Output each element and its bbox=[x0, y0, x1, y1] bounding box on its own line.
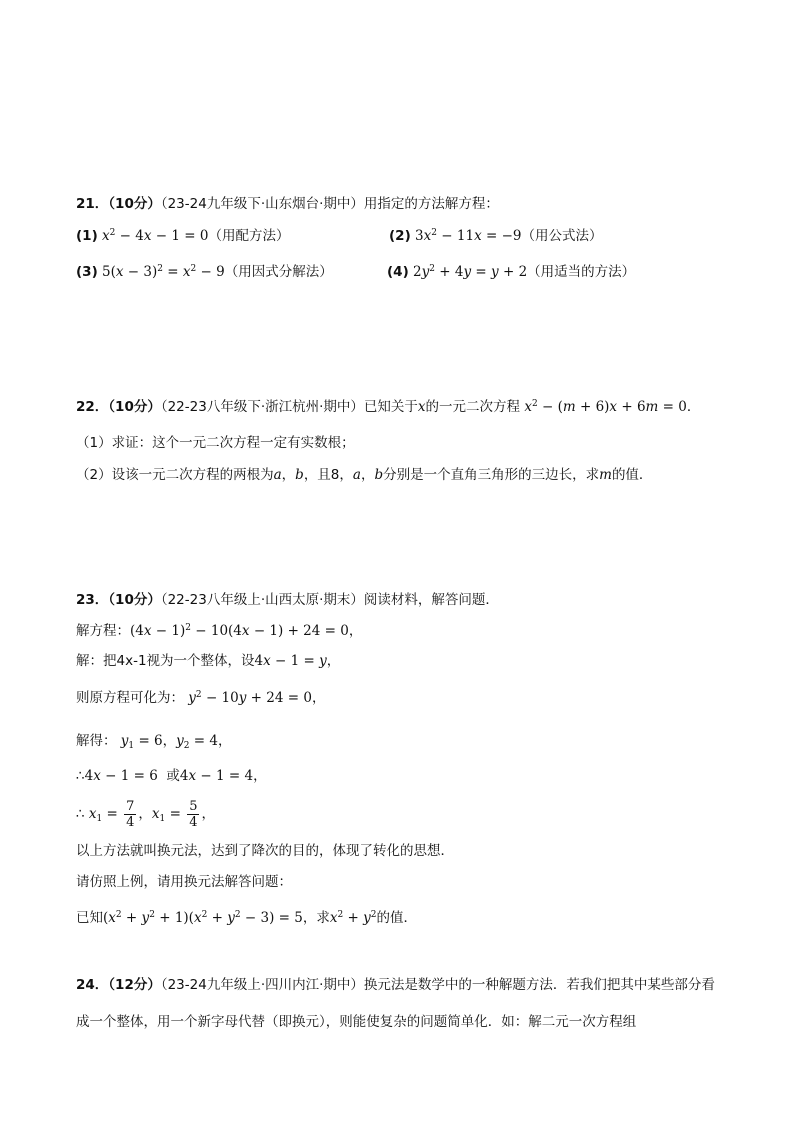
q23-line2-label: 解：把4x-1视为一个整体，设 bbox=[76, 653, 255, 669]
q22-source: （22-23八年级下·浙江杭州·期中） bbox=[160, 399, 364, 415]
q22-stem-b: 的一元二次方程 bbox=[425, 399, 521, 415]
q22-equation: $x^2 - (m + 6)x + 6m = 0$ bbox=[524, 399, 687, 415]
q22-var-x: x bbox=[417, 399, 426, 415]
q23-line2-equation: 4x − 1 = y bbox=[254, 653, 327, 669]
q21-part4-label: (4) bbox=[387, 264, 409, 280]
q23-stem: 阅读材料，解答问题． bbox=[363, 592, 499, 608]
q21-source: （23-24九年级下·山东烟台·期中） bbox=[160, 196, 364, 212]
q23-line4-equation2: $y_2 = 4$ bbox=[176, 733, 218, 751]
q21-part1-method: （用配方法） bbox=[208, 228, 290, 244]
q23-line4: 解得： $y_1 = 6$，$y_2 = 4$， bbox=[76, 733, 232, 751]
q24-line2: 成一个整体，用一个新字母代替（即换元），则能使复杂的问题简单化．如：解二元一次方程组 bbox=[76, 1014, 637, 1030]
q21-part4 bbox=[387, 262, 635, 282]
q21-part2-equation: $3x^2 - 11x = -9$ bbox=[415, 228, 522, 244]
therefore-icon-2: ∴ bbox=[76, 806, 85, 822]
q22-stem-a: 已知关于 bbox=[363, 399, 418, 415]
q21-part2-method: （用公式法） bbox=[521, 228, 603, 244]
q21-part3-equation: $5(x - 3)^2 = x^2 - 9$ bbox=[102, 264, 225, 280]
q22-var-a: a bbox=[273, 467, 282, 483]
q21-stem: 用指定的方法解方程： bbox=[363, 196, 499, 212]
q23-line9-a: 已知 bbox=[76, 910, 103, 926]
q23-line5-or: 或 bbox=[166, 768, 180, 784]
q21-score: （10分） bbox=[108, 196, 161, 212]
q21-part2-label: (2) bbox=[389, 228, 411, 244]
q23-x1-label: $x_1$ = bbox=[84, 806, 123, 824]
q22-header: 22．（10分）（22-23八年级下·浙江杭州·期中）已知关于x的一元二次方程 $x^2 - (m + 6)x + 6m = 0$． bbox=[76, 399, 701, 415]
q23-line2: 解：把4x-1视为一个整体，设4x − 1 = y， bbox=[76, 653, 341, 669]
q23-header bbox=[76, 590, 499, 610]
q23-number: 23． bbox=[76, 592, 109, 608]
q23-line3-label: 则原方程可化为： bbox=[76, 690, 184, 706]
q23-line3: 则原方程可化为： $y^2 - 10y + 24 = 0$， bbox=[76, 690, 326, 706]
q23-line8: 请仿照上例，请用换元法解答问题： bbox=[76, 874, 292, 890]
q23-line3-equation: $y^2 - 10y + 24 = 0$ bbox=[184, 690, 312, 706]
q22-var-b2: b bbox=[374, 467, 384, 483]
q21-part2 bbox=[389, 226, 602, 246]
q23-line1: 解方程：$(4x - 1)^2 - 10(4x - 1) + 24 = 0$， bbox=[76, 623, 363, 639]
q22-var-a2: a bbox=[352, 467, 361, 483]
q23-fraction-5-4: $\frac{5}{4}$ bbox=[189, 798, 198, 830]
q21-number: 21． bbox=[76, 196, 109, 212]
q21-part1 bbox=[76, 226, 289, 246]
q23-line9-b: ，求 bbox=[302, 910, 330, 926]
q22-part1: （1）求证：这个一元二次方程一定有实数根； bbox=[76, 435, 355, 451]
q21-part3-label: (3) bbox=[76, 264, 98, 280]
q21-part3-method: （用因式分解法） bbox=[224, 264, 333, 280]
q21-header bbox=[76, 194, 499, 214]
q22-part2-d: 的值． bbox=[611, 467, 653, 483]
therefore-icon: ∴ bbox=[76, 768, 85, 784]
q22-var-m: m bbox=[599, 467, 612, 483]
q23-line9-expr: $x^2 + y^2$ bbox=[329, 910, 377, 926]
q21-part3 bbox=[76, 262, 333, 282]
q23-line7: 以上方法就叫换元法，达到了降次的目的，体现了转化的思想． bbox=[76, 843, 454, 859]
q23-line9-c: 的值． bbox=[376, 910, 417, 926]
q24-header bbox=[76, 975, 715, 995]
q23-line9-equation: $(x^2 + y^2 + 1)(x^2 + y^2 - 3) = 5$ bbox=[103, 910, 303, 926]
q23-line4-label: 解得： bbox=[76, 733, 117, 749]
q23-x1b-label: $x_1$ = bbox=[151, 806, 186, 824]
q23-line6: ∴ $x_1$ = $\frac{7}{4}$ ，$x_1$ = $\frac{5}{4}$ ， bbox=[76, 798, 215, 830]
q23-line1-label: 解方程： bbox=[76, 623, 130, 639]
q24-source: （23-24九年级上·四川内江·期中） bbox=[160, 977, 364, 993]
q23-score: （10分） bbox=[108, 592, 161, 608]
q21-part4-method: （用适当的方法） bbox=[527, 264, 636, 280]
q22-part2-c: 分别是一个直角三角形的三边长，求 bbox=[383, 467, 600, 483]
q22-var-b: b bbox=[295, 467, 304, 483]
q22-part2: （2）设该一元二次方程的两根为a，b，且8，a，b分别是一个直角三角形的三边长，求m的值． bbox=[76, 467, 653, 483]
q23-line5-equation: 4x − 1 = 6 bbox=[84, 768, 158, 784]
q22-part2-b: ，且8， bbox=[303, 467, 353, 483]
q23-line1-equation: $(4x - 1)^2 - 10(4x - 1) + 24 = 0$ bbox=[130, 623, 349, 639]
q21-part4-equation: $2y^2 + 4y = y + 2$ bbox=[413, 264, 528, 280]
q23-fraction-7-4: $\frac{7}{4}$ bbox=[126, 798, 135, 830]
q21-part1-label: (1) bbox=[76, 228, 98, 244]
q21-part1-equation: $x^2 - 4x - 1 = 0$ bbox=[102, 228, 209, 244]
q23-source: （22-23八年级上·山西太原·期末） bbox=[160, 592, 364, 608]
q23-line5-equation2: 4x − 1 = 4 bbox=[179, 768, 254, 784]
q23-line9 bbox=[76, 908, 417, 928]
q24-score: （12分） bbox=[108, 977, 161, 993]
q23-line5: ∴4x − 1 = 6 或4x − 1 = 4， bbox=[76, 768, 267, 784]
q22-score: （10分） bbox=[108, 399, 161, 415]
q22-number: 22． bbox=[76, 399, 109, 415]
q22-part2-a: （2）设该一元二次方程的两根为 bbox=[76, 467, 274, 483]
q24-number: 24． bbox=[76, 977, 109, 993]
q23-line4-equation: $y_1 = 6$ bbox=[116, 733, 163, 751]
q24-line1: 换元法是数学中的一种解题方法．若我们把其中某些部分看 bbox=[363, 977, 715, 993]
